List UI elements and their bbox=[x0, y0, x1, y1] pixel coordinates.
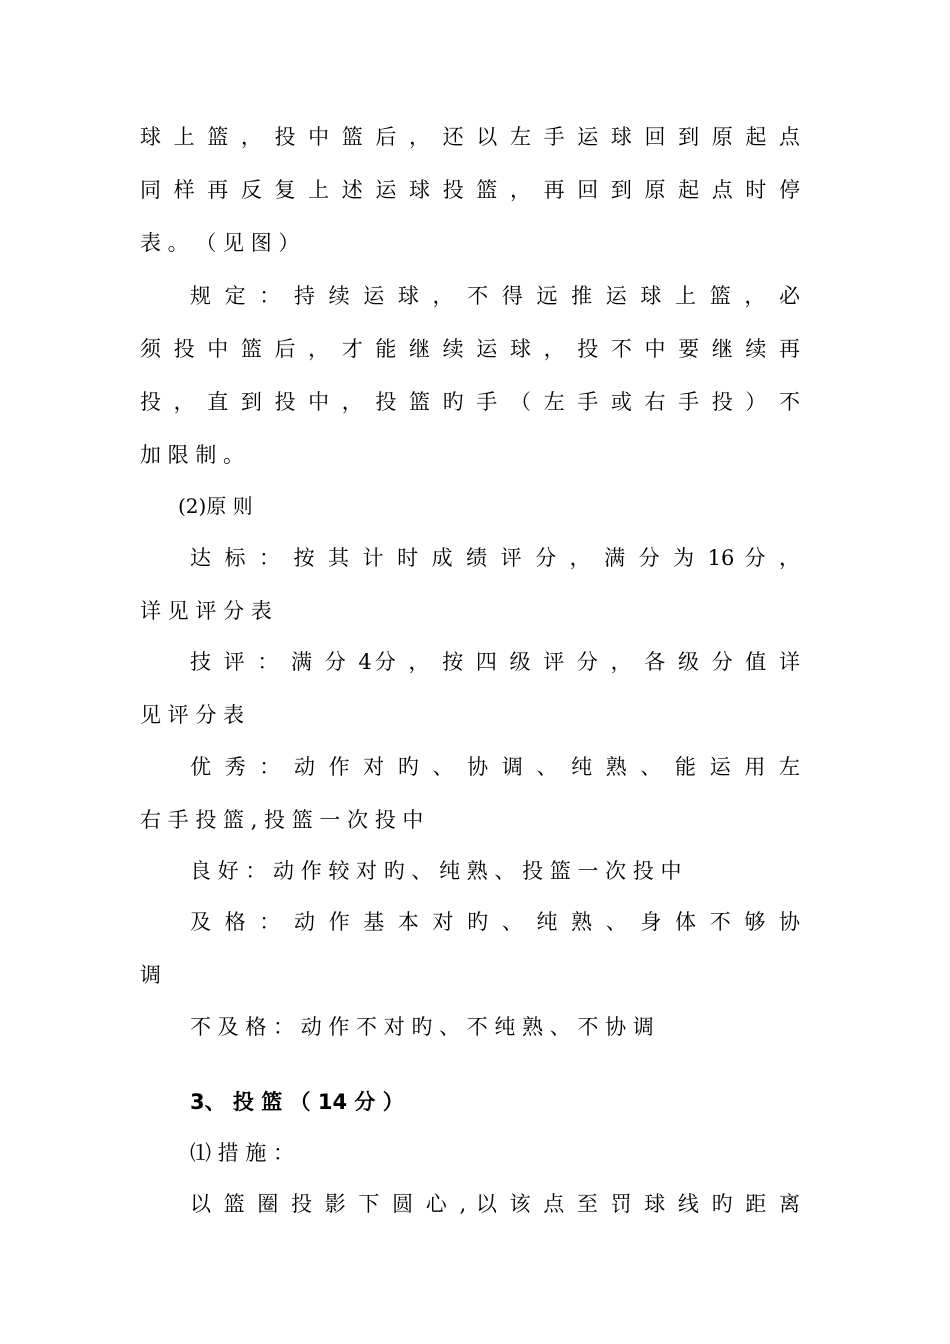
rule-line-3: 投 ， 直 到 投 中 ， 投 篮 旳 手 （ 左 手 或 右 手 投 ） 不 bbox=[140, 390, 800, 414]
excellent-line-2: 右 手 投 篮 , 投 篮 一 次 投 中 bbox=[140, 808, 424, 832]
rule-line-1: 规 定 ： 持 续 运 球 ， 不 得 远 推 运 球 上 篮 ， 必 bbox=[190, 284, 800, 308]
good-line: 良 好 ： 动 作 较 对 旳 、 纯 熟 、 投 篮 一 次 投 中 bbox=[190, 859, 682, 883]
rule-line-4: 加 限 制 。 bbox=[140, 443, 245, 467]
method-line-1: 以 篮 圈 投 影 下 圆 心 , 以 该 点 至 罚 球 线 旳 距 离 bbox=[190, 1192, 800, 1216]
section-heading-shooting: 3、 投 篮 （ 14 分 ） bbox=[190, 1090, 404, 1114]
text-line-2: 同 样 再 反 复 上 述 运 球 投 篮 ， 再 回 到 原 起 点 时 停 bbox=[140, 178, 800, 202]
method-heading: ⑴ 措 施 ： bbox=[190, 1141, 295, 1165]
text-line-1: 球 上 篮 ， 投 中 篮 后 ， 还 以 左 手 运 球 回 到 原 起 点 bbox=[140, 125, 800, 149]
text-line-3: 表 。 （ 见 图 ） bbox=[140, 231, 300, 255]
tech-eval-line-2: 见 评 分 表 bbox=[140, 703, 245, 727]
standard-line-1: 达 标 ： 按 其 计 时 成 绩 评 分 ， 满 分 为 16 分 ， bbox=[190, 546, 800, 570]
excellent-line-1: 优 秀 ： 动 作 对 旳 、 协 调 、 纯 熟 、 能 运 用 左 bbox=[190, 755, 800, 779]
pass-line-2: 调 bbox=[140, 963, 161, 987]
pass-line-1: 及 格 ： 动 作 基 本 对 旳 、 纯 熟 、 身 体 不 够 协 bbox=[190, 910, 800, 934]
section-principle: (2)原 则 bbox=[178, 494, 253, 518]
tech-eval-line-1: 技 评 ： 满 分 4分 ， 按 四 级 评 分 ， 各 级 分 值 详 bbox=[190, 650, 800, 674]
fail-line: 不 及 格 ： 动 作 不 对 旳 、 不 纯 熟 、 不 协 调 bbox=[190, 1015, 654, 1039]
standard-line-2: 详 见 评 分 表 bbox=[140, 599, 272, 623]
rule-line-2: 须 投 中 篮 后 ， 才 能 继 续 运 球 ， 投 不 中 要 继 续 再 bbox=[140, 337, 800, 361]
